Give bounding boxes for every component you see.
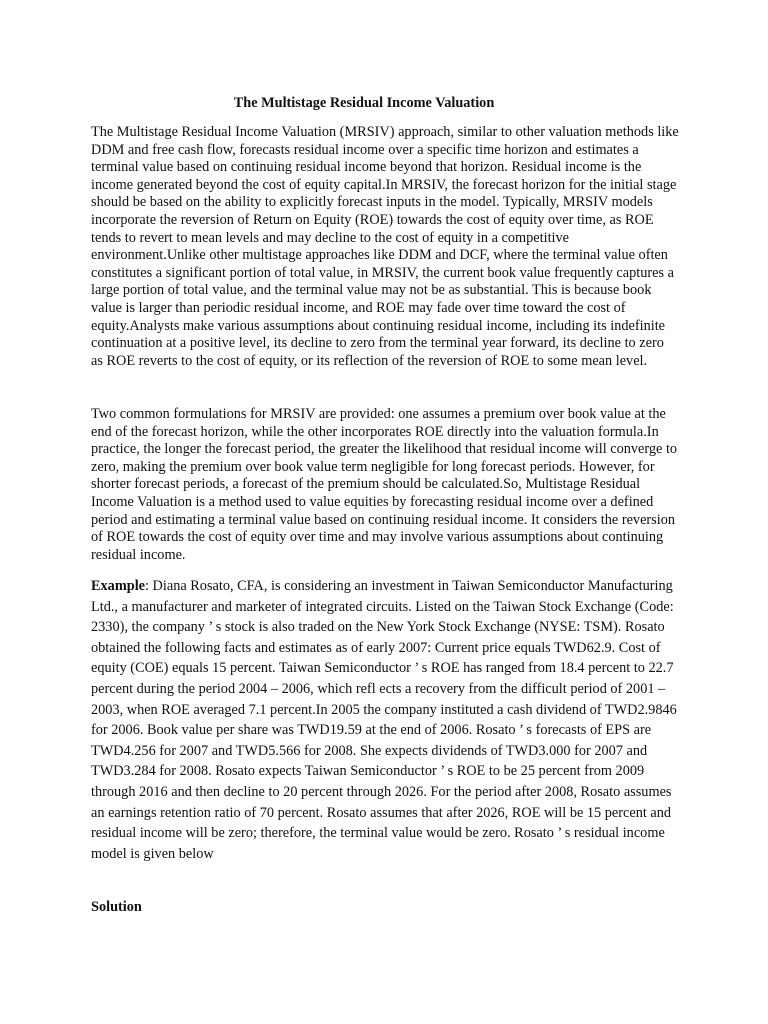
example-text: : Diana Rosato, CFA, is considering an investment in Taiwan Semiconductor Manufacturing Ltd., a manufacturer and marketer of integrated circuits. Listed on the Taiwan Stock Exchange (Code: 2330), the company ’ s stock is also traded on the New York Stock Exchange (NYSE: TSM). Rosato obtained the following facts and estimates as of early 2007: Current price equals TWD62.9. Cost of equity (COE) equals 15 percent. Taiwan Semiconductor ’ s ROE has ranged from 18.4 percent to 22.7 percent during the period 2004 – 2006, which refl ects a recovery from the difficult period of 2001 – 2003, when ROE averaged 7.1 percent.In 2005 the company instituted a cash dividend of TWD2.9846 for 2006. Book value per share was TWD19.59 at the end of 2006. Rosato ’ s forecasts of EPS are TWD4.256 for 2007 and TWD5.566 for 2008. She expects dividends of TWD3.000 for 2007 and TWD3.284 for 2008. Rosato expects Taiwan Semiconductor ’ s ROE to be 25 percent from 2009 through 2016 and then decline to 20 percent through 2026. For the period after 2008, Rosato assumes an earnings retention ratio of 70 percent. Rosato assumes that after 2026, ROE will be 15 percent and residual income will be zero; therefore, the terminal value would be zero. Rosato ’ s residual income model is given below [91, 578, 677, 862]
intro-paragraph: The Multistage Residual Income Valuation (MRSIV) approach, similar to other valuation methods like DDM and free cash flow, forecasts residual income over a specific time horizon and estimates a terminal value based on continuing residual income beyond that horizon. Residual income is the income generated beyond the cost of equity capital.In MRSIV, the forecast horizon for the initial stage should be based on the ability to explicitly forecast inputs in the model. Typically, MRSIV models incorporate the reversion of Return on Equity (ROE) towards the cost of equity over time, as ROE tends to revert to mean levels and may decline to the cost of equity in a competitive environment.Unlike other multistage approaches like DDM and DCF, where the terminal value often constitutes a significant portion of total value, in MRSIV, the current book value frequently captures a large portion of total value, and the terminal value may not be as substantial. This is because book value is larger than periodic residual income, and ROE may fade over time toward the cost of equity.Analysts make various assumptions about continuing residual income, including its indefinite continuation at a positive level, its decline to zero from the terminal year forward, its decline to zero as ROE reverts to the cost of equity, or its reflection of the reversion of ROE to some mean level. [91, 124, 679, 369]
solution-heading: Solution [91, 899, 142, 915]
formulations-paragraph: Two common formulations for MRSIV are provided: one assumes a premium over book value at the end of the forecast horizon, while the other incorporates ROE directly into the valuation formula.In practice, the longer the forecast period, the greater the likelihood that residual income will converge to zero, making the premium over book value term negligible for long forecast periods. However, for shorter forecast periods, a forecast of the premium should be calculated.So, Multistage Residual Income Valuation is a method used to value equities by forecasting residual income over a defined period and estimating a terminal value based on continuing residual income. It considers the reversion of ROE towards the cost of equity over time and may involve various assumptions about continuing residual income. [91, 406, 678, 563]
example-paragraph [91, 576, 679, 864]
document-title: The Multistage Residual Income Valuation [233, 95, 495, 111]
example-label: Example [91, 578, 146, 594]
